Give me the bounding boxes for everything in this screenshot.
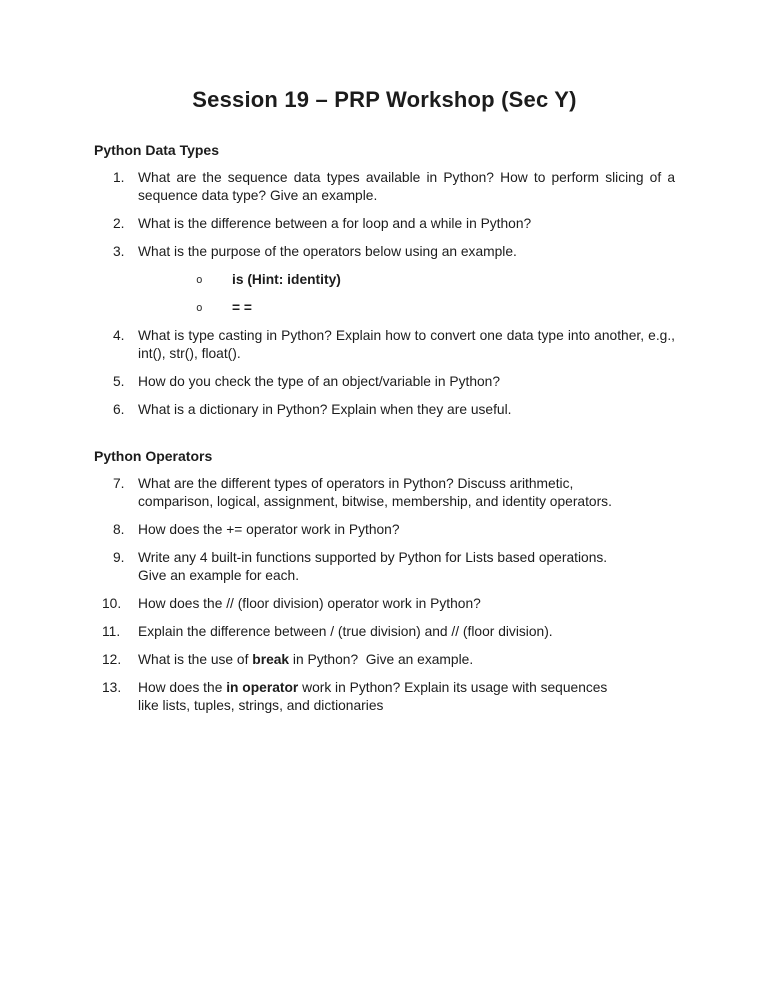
question-text: [138, 651, 675, 669]
question-item: [94, 243, 675, 261]
question-item: [94, 521, 675, 539]
question-text: [138, 169, 675, 205]
question-number: 1.: [113, 170, 125, 185]
question-text-span: What is the difference between a for loop and a while in Python?: [138, 216, 532, 231]
question-text-span: How do you check the type of an object/variable in Python?: [138, 374, 501, 389]
question-item: [94, 595, 675, 613]
question-text-span: Explain the difference between / (true division) and // (floor division).: [138, 624, 553, 639]
question-text-span: What is a dictionary in Python? Explain when they are useful.: [138, 402, 512, 417]
question-text: [138, 679, 675, 715]
question-number: 7.: [113, 476, 125, 491]
sub-bullet-item: [94, 299, 675, 317]
question-number: 6.: [113, 402, 125, 417]
question-text-span: in Python? Give an example.: [289, 652, 474, 667]
question-text: [138, 595, 675, 613]
question-text: [138, 373, 675, 391]
question-item: [94, 679, 675, 715]
question-text: [138, 327, 675, 363]
question-item: [94, 651, 675, 669]
question-number: 2.: [113, 216, 125, 231]
question-text: [138, 243, 675, 261]
question-item: [94, 169, 675, 205]
question-text-span: like lists, tuples, strings, and dictionaries: [138, 698, 384, 713]
question-text-span: work in Python? Explain its usage with sequences: [298, 680, 608, 695]
question-text-span: Give an example for each.: [138, 568, 300, 583]
question-number: 10.: [102, 596, 122, 611]
question-text: [138, 623, 675, 641]
question-number: 4.: [113, 328, 125, 343]
question-text: [138, 475, 675, 511]
question-text-bold: in operator: [226, 680, 299, 695]
sub-bullet-text: is (Hint: identity): [232, 272, 341, 287]
question-list-operators: [94, 475, 675, 715]
question-number: 11.: [102, 624, 121, 639]
question-item: [94, 215, 675, 233]
question-text-span: How does the // (floor division) operator work in Python?: [138, 596, 481, 611]
section-heading-python-operators: Python Operators: [94, 448, 213, 464]
question-text-span: comparison, logical, assignment, bitwise, membership, and identity operators.: [138, 494, 612, 509]
question-text-span: What is type casting in Python? Explain how to convert one data type into another, e.g., int(), str(), float().: [138, 328, 675, 361]
question-number: 8.: [113, 522, 125, 537]
question-item: [94, 549, 675, 585]
question-number: 9.: [113, 550, 125, 565]
question-text-span: What is the purpose of the operators below using an example.: [138, 244, 517, 259]
question-text-span: What is the use of: [138, 652, 253, 667]
question-text-span: What are the sequence data types available in Python? How to perform slicing of a sequence data type? Give an example.: [138, 170, 675, 203]
document-title: Session 19 – PRP Workshop (Sec Y): [192, 87, 577, 112]
question-item: [94, 401, 675, 419]
question-number: 12.: [102, 652, 122, 667]
bullet-circle-icon: o: [196, 301, 203, 314]
question-item: [94, 475, 675, 511]
sub-bullet-text: = =: [232, 300, 252, 315]
question-number: 5.: [113, 374, 125, 389]
question-text-span: How does the: [138, 680, 227, 695]
question-text-span: How does the += operator work in Python?: [138, 522, 400, 537]
bullet-circle-icon: o: [196, 273, 203, 286]
question-text: [138, 549, 675, 585]
question-list-data-types: [94, 169, 675, 419]
question-text-span: Write any 4 built-in functions supported by Python for Lists based operations.: [138, 550, 608, 565]
sub-bullet-item: [94, 271, 675, 289]
question-item: [94, 623, 675, 641]
section-heading-python-data-types: Python Data Types: [94, 142, 219, 158]
question-text: [138, 401, 675, 419]
question-text-bold: break: [252, 652, 290, 667]
question-text-span: What are the different types of operators in Python? Discuss arithmetic,: [138, 476, 574, 491]
question-number: 3.: [113, 244, 125, 259]
question-text: [138, 215, 675, 233]
question-text: [138, 521, 675, 539]
question-number: 13.: [102, 680, 122, 695]
question-item: [94, 373, 675, 391]
question-item: [94, 327, 675, 363]
